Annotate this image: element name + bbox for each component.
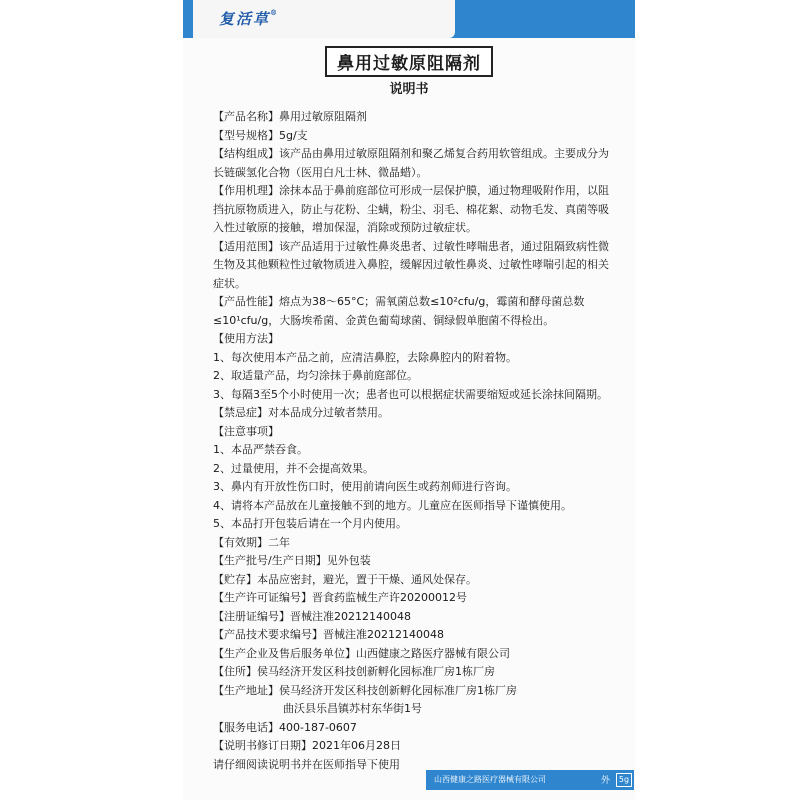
registered-mark: ® (270, 8, 280, 17)
line-storage: 【贮存】本品应密封，避光，置于干燥、通风处保存。 (213, 572, 477, 586)
instructions-content (213, 108, 613, 774)
document-subtitle: 说明书 (389, 82, 429, 97)
line-reading-notice: 请仔细阅读说明书并在医师指导下使用 (213, 757, 400, 771)
line-production-address-2: 曲沃县乐昌镇苏村东华街1号 (283, 702, 422, 715)
line-structure: 【结构组成】该产品由鼻用过敏原阻隔剂和聚乙烯复合药用软管组成。主要成分为长链碳氢化合物（医用白凡士林、微晶蜡）。 (213, 147, 609, 179)
line-contraindication: 【禁忌症】对本品成分过敏者禁用。 (213, 406, 389, 419)
leaflet-sheet (183, 0, 635, 800)
line-usage-3: 3、每隔3至5个小时使用一次；患者也可以根据症状需要缩短或延长涂抹间隔期。 (213, 387, 608, 401)
line-scope: 【适用范围】该产品适用于过敏性鼻炎患者、过敏性哮喘患者，通过阻隔致病性微生物及其他颗粒性过敏物质进入鼻腔，缓解因过敏性鼻炎、过敏性哮喘引起的相关症状。 (213, 239, 609, 290)
brand-logo (219, 8, 279, 29)
line-registration: 【注册证编号】晋械注准20212140048 (213, 609, 411, 623)
line-usage-2: 2、取适量产品，均匀涂抹于鼻前庭部位。 (213, 369, 418, 382)
line-note-3: 3、鼻内有开放性伤口时，使用前请向医生或药剂师进行咨询。 (213, 480, 517, 493)
line-revision-date: 【说明书修订日期】2021年06月28日 (213, 739, 401, 752)
line-phone: 【服务电话】400-187-0607 (213, 720, 357, 734)
line-note-5: 5、本品打开包装后请在一个月内使用。 (213, 517, 407, 530)
title-wrap (183, 46, 635, 77)
line-tech-req: 【产品技术要求编号】晋械注准20212140048 (213, 628, 444, 641)
line-note-1: 1、本品严禁吞食。 (213, 443, 308, 456)
line-product-name: 【产品名称】鼻用过敏原阻隔剂 (213, 110, 367, 123)
line-license: 【生产许可证编号】晋食药监械生产许20200012号 (213, 591, 467, 604)
line-production-address: 【生产地址】侯马经济开发区科技创新孵化园标准厂房1栋厂房 (213, 683, 517, 697)
line-address: 【住所】侯马经济开发区科技创新孵化园标准厂房1栋厂房 (213, 665, 495, 678)
line-validity: 【有效期】二年 (213, 535, 290, 549)
line-manufacturer: 【生产企业及售后服务单位】山西健康之路医疗器械有限公司 (213, 646, 510, 660)
line-performance: 【产品性能】熔点为38～65°C；需氧菌总数≤10²cfu/g，霉菌和酵母菌总数≤10¹cfu/g，大肠埃希菌、金黄色葡萄球菌、铜绿假单胞菌不得检出。 (213, 295, 585, 327)
line-mechanism: 【作用机理】涂抹本品于鼻前庭部位可形成一层保护膜，通过物理吸附作用，以阻挡抗原物质进入，防止与花粉、尘螨，粉尘、羽毛、棉花絮、动物毛发、真菌等吸入性过敏原的接触，增加保湿，消除或预防过敏症状。 (213, 184, 609, 234)
brand-logo-text: 复活草 (219, 10, 271, 28)
line-usage-1: 1、每次使用本产品之前，应清洁鼻腔，去除鼻腔内的附着物。 (213, 350, 517, 364)
top-blue-bar (183, 0, 635, 38)
document-title: 鼻用过敏原阻隔剂 (325, 46, 493, 77)
footer-bar (426, 770, 634, 790)
line-notes-heading: 【注意事项】 (213, 424, 279, 438)
line-model-spec: 【型号规格】5g/支 (213, 128, 308, 142)
line-note-4: 4、请将本产品放在儿童接触不到的地方。儿童应在医师指导下谨慎使用。 (213, 498, 572, 512)
footer-company: 山西健康之路医疗器械有限公司 (434, 775, 546, 784)
footer-external-tag: 外 (601, 776, 611, 786)
logo-panel (193, 0, 455, 38)
line-batch: 【生产批号/生产日期】见外包装 (213, 554, 371, 567)
footer-spec-box: 5g (616, 773, 632, 787)
line-note-2: 2、过量使用，并不会提高效果。 (213, 461, 374, 475)
line-usage-heading: 【使用方法】 (213, 332, 279, 345)
